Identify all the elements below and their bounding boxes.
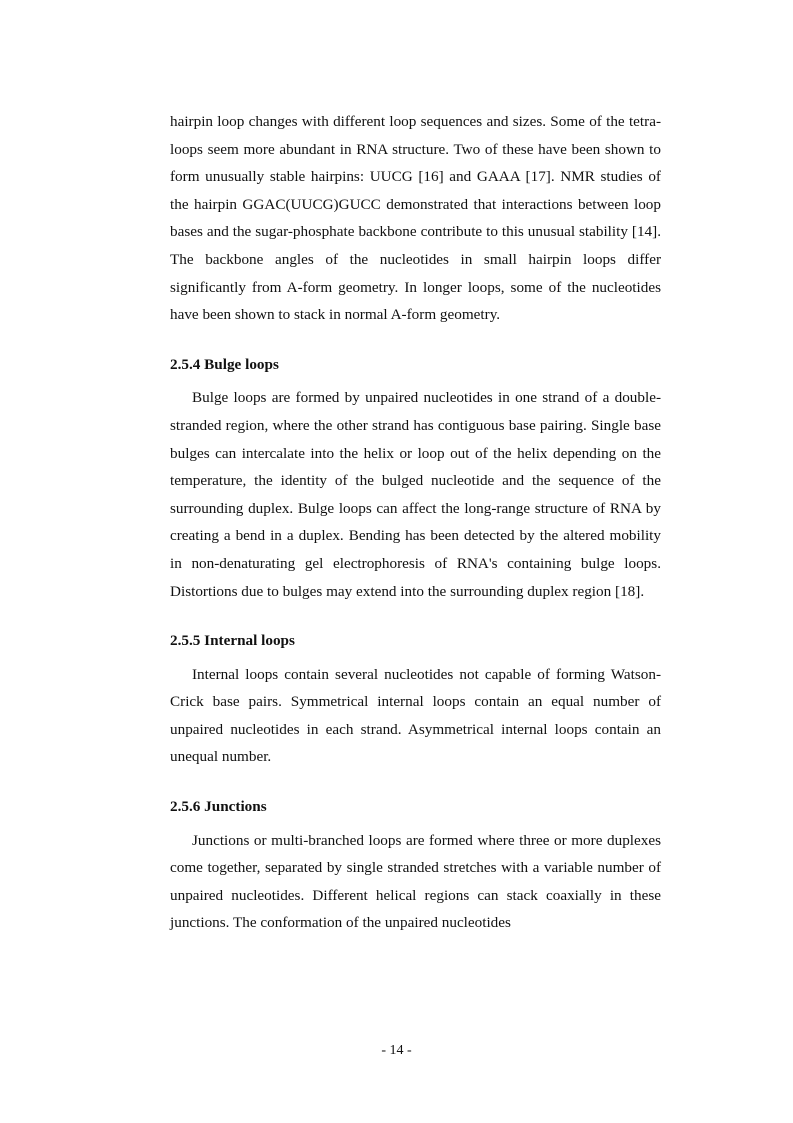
section-body-bulge-loops: Bulge loops are formed by unpaired nucleotides in one strand of a double-stranded region, where the other strand has contiguous base pairing. Single base bulges can intercalate into the helix or loop out of the helix depending on the temperature, the identity of the bulged nucleotide and the sequence of the surrounding duplex. Bulge loops can affect the long-range structure of RNA by creating a bend in a duplex. Bending has been detected by the altered mobility in non-denaturating gel electrophoresis of RNA's containing bulge loops. Distortions due to bulges may extend into the surrounding duplex region [18]. xyxy=(170,389,661,600)
section-heading-bulge-loops: 2.5.4 Bulge loops xyxy=(170,355,279,373)
page-body xyxy=(170,108,661,937)
intro-paragraph: hairpin loop changes with different loop sequences and sizes. Some of the tetra-loops seem more abundant in RNA structure. Two of these have been shown to form unusually stable hairpins: UUCG [16] and GAAA [17]. NMR studies of the hairpin GGAC(UUCG)GUCC demonstrated that interactions between loop bases and the sugar-phosphate backbone contribute to this unusual stability [14]. The backbone angles of the nucleotides in small hairpin loops differ significantly from A-form geometry. In longer loops, some of the nucleotides have been shown to stack in normal A-form geometry. xyxy=(170,113,661,324)
section-heading-junctions: 2.5.6 Junctions xyxy=(170,798,267,816)
section-body-internal-loops: Internal loops contain several nucleotides not capable of forming Watson-Crick base pairs. Symmetrical internal loops contain an equal number of unpaired nucleotides in each strand. Asymmetrical internal loops contain an unequal number. xyxy=(170,665,661,766)
section-heading-internal-loops: 2.5.5 Internal loops xyxy=(170,632,295,650)
page-number: - 14 - xyxy=(381,1043,412,1058)
section-body-junctions: Junctions or multi-branched loops are formed where three or more duplexes come together, separated by single stranded stretches with a variable number of unpaired nucleotides. Different helical regions can stack coaxially in these junctions. The conformation of the unpaired nucleotides xyxy=(170,831,661,932)
